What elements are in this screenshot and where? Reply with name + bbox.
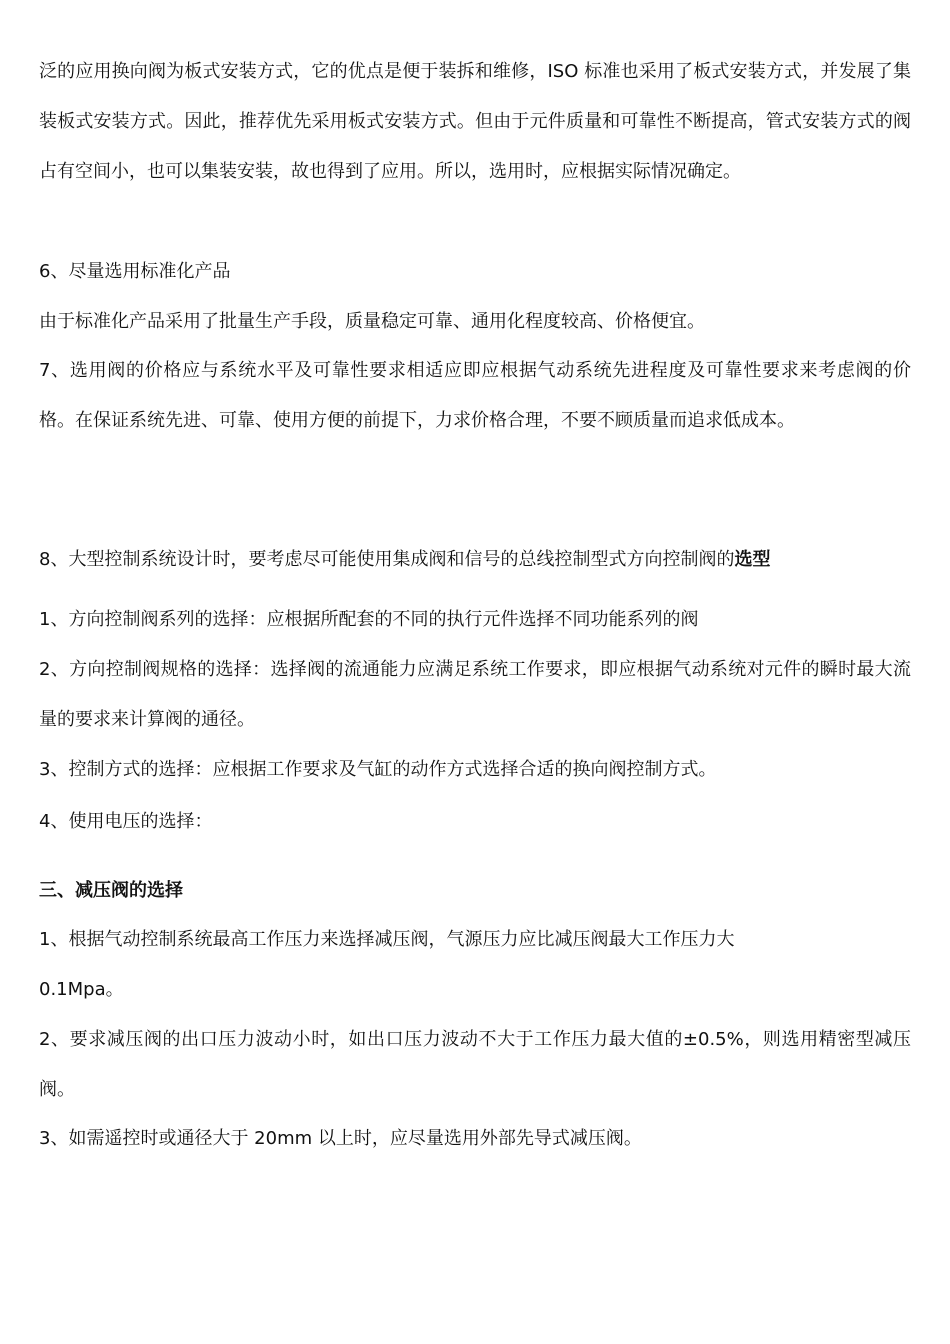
paragraph-pressure-3: 3、如需遥控时或通径大于 20mm 以上时，应尽量选用外部先导式减压阀。 <box>39 1128 642 1149</box>
paragraph-item-8 <box>39 535 911 585</box>
paragraph-mounting-method: 泛的应用换向阀为板式安装方式，它的优点是便于装拆和维修，ISO 标准也采用了板式安装方式，并发展了集装板式安装方式。因此，推荐优先采用板式安装方式。但由于元件质量和可靠性不断提高，管式安装方式的阀占有空间小，也可以集装安装，故也得到了应用。所以，选用时，应根据实际情况确定。 <box>39 61 911 182</box>
paragraph-control-method: 3、控制方式的选择：应根据工作要求及气缸的动作方式选择合适的换向阀控制方式。 <box>39 759 717 780</box>
item-8-text: 8、大型控制系统设计时，要考虑尽可能使用集成阀和信号的总线控制型式方向控制阀的 <box>39 549 735 570</box>
paragraph-voltage: 4、使用电压的选择： <box>39 811 213 832</box>
paragraph-standard-products: 由于标准化产品采用了批量生产手段，质量稳定可靠、通用化程度较高、价格便宜。 <box>39 311 705 332</box>
paragraph-item-7: 7、选用阀的价格应与系统水平及可靠性要求相适应即应根据气动系统先进程度及可靠性要求来考虑阀的价格。在保证系统先进、可靠、使用方便的前提下，力求价格合理，不要不顾质量而追求低成本。 <box>39 360 911 431</box>
paragraph-pressure-1-line2: 0.1Mpa。 <box>39 979 124 1000</box>
section-heading-pressure-valve: 三、减压阀的选择 <box>39 880 183 901</box>
heading-item-6: 6、尽量选用标准化产品 <box>39 261 231 282</box>
paragraph-pressure-2: 2、要求减压阀的出口压力波动小时，如出口压力波动不大于工作压力最大值的±0.5%，则选用精密型减压阀。 <box>39 1029 911 1100</box>
item-8-bold-tail: 选型 <box>734 549 771 570</box>
paragraph-pressure-1-line1: 1、根据气动控制系统最高工作压力来选择减压阀，气源压力应比减压阀最大工作压力大 <box>39 929 735 950</box>
paragraph-direction-series: 1、方向控制阀系列的选择：应根据所配套的不同的执行元件选择不同功能系列的阀 <box>39 609 699 630</box>
paragraph-direction-spec: 2、方向控制阀规格的选择：选择阀的流通能力应满足系统工作要求，即应根据气动系统对元件的瞬时最大流量的要求来计算阀的通径。 <box>39 659 911 730</box>
